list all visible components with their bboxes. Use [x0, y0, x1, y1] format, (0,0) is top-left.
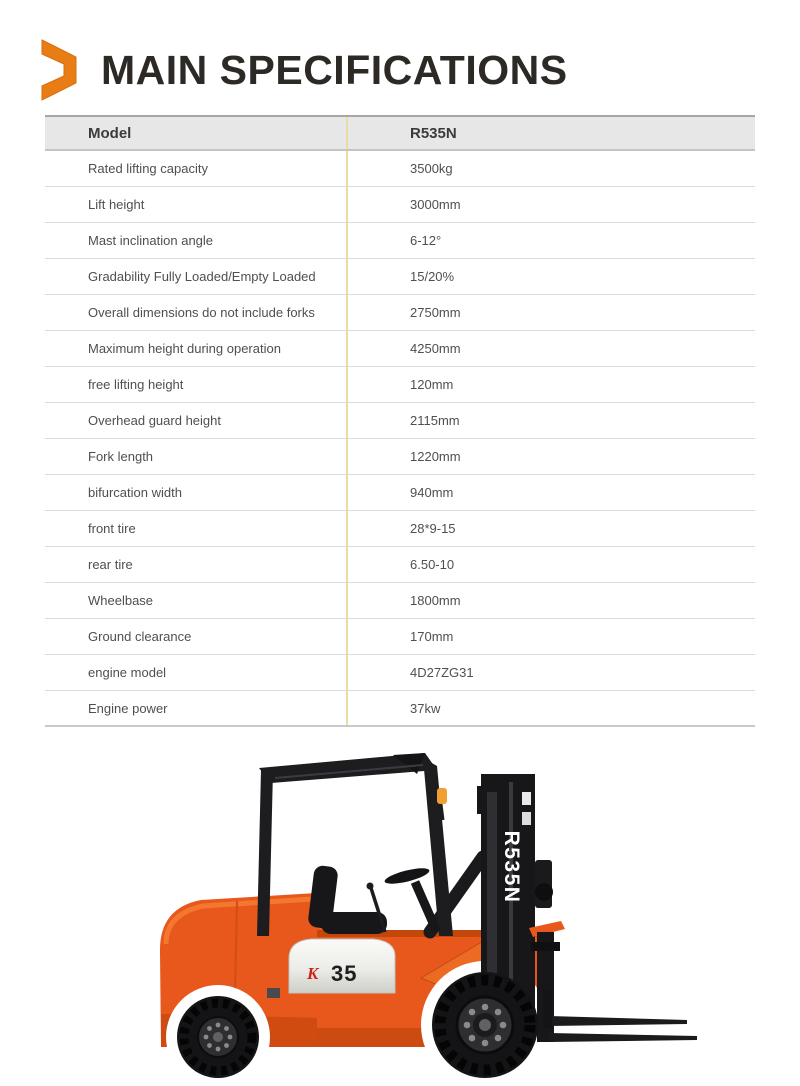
- table-row: [45, 403, 755, 439]
- spec-value: 120mm: [410, 377, 454, 392]
- page-header: [38, 38, 568, 102]
- front-wheel: [432, 972, 538, 1078]
- spec-label: free lifting height: [45, 367, 348, 402]
- spec-label: Ground clearance: [45, 619, 348, 654]
- table-row: [45, 583, 755, 619]
- spec-value: 3000mm: [410, 197, 461, 212]
- spec-table: [45, 115, 755, 727]
- spec-value: 170mm: [410, 629, 454, 644]
- spec-value: 1220mm: [410, 449, 461, 464]
- spec-value: 28*9-15: [410, 521, 456, 536]
- table-row: [45, 439, 755, 475]
- spec-value: 15/20%: [410, 269, 455, 284]
- table-row: [45, 655, 755, 691]
- spec-label: Fork length: [45, 439, 348, 474]
- spec-label: Rated lifting capacity: [45, 151, 348, 186]
- column-header-model: Model: [45, 117, 348, 149]
- spec-label: Mast inclination angle: [45, 223, 348, 258]
- spec-value: 6.50-10: [410, 557, 455, 572]
- spec-label: Engine power: [45, 691, 348, 725]
- spec-value: 4250mm: [410, 341, 461, 356]
- table-row: [45, 223, 755, 259]
- spec-label: rear tire: [45, 547, 348, 582]
- spec-label: bifurcation width: [45, 475, 348, 510]
- table-row: [45, 511, 755, 547]
- spec-label: front tire: [45, 511, 348, 546]
- rear-wheel: [177, 996, 259, 1078]
- hood-model-number: 35: [331, 961, 358, 986]
- spec-label: Overall dimensions do not include forks: [45, 295, 348, 330]
- table-row: [45, 547, 755, 583]
- spec-label: Maximum height during operation: [45, 331, 348, 366]
- table-row: [45, 151, 755, 187]
- forklift-illustration: [85, 742, 700, 1086]
- spec-label: Wheelbase: [45, 583, 348, 618]
- spec-value: 2750mm: [410, 305, 461, 320]
- spec-label: Overhead guard height: [45, 403, 348, 438]
- table-row: [45, 331, 755, 367]
- chevron-bracket-icon: [38, 38, 88, 102]
- table-row: [45, 367, 755, 403]
- table-row: [45, 259, 755, 295]
- brand-mark: K: [307, 964, 319, 983]
- spec-value: 940mm: [410, 485, 454, 500]
- spec-value: 6-12°: [410, 233, 442, 248]
- mast-sticker: [522, 812, 531, 825]
- spec-label: Gradability Fully Loaded/Empty Loaded: [45, 259, 348, 294]
- forklift-forks: [529, 921, 697, 1042]
- table-header-row: [45, 115, 755, 151]
- product-image-forklift: [85, 742, 700, 1086]
- table-row: [45, 295, 755, 331]
- table-row: [45, 619, 755, 655]
- spec-label: engine model: [45, 655, 348, 690]
- spec-label: Lift height: [45, 187, 348, 222]
- column-header-model-value: R535N: [410, 124, 457, 142]
- table-row: [45, 691, 755, 727]
- spec-value: 1800mm: [410, 593, 461, 608]
- engine-cover: [289, 939, 395, 993]
- page-title: MAIN SPECIFICATIONS: [101, 46, 568, 93]
- spec-value: 4D27ZG31: [410, 665, 474, 680]
- table-row: [45, 475, 755, 511]
- spec-value: 37kw: [410, 700, 441, 716]
- spec-value: 3500kg: [410, 161, 453, 176]
- mast-model-label: R535N: [500, 830, 523, 904]
- mast-sticker: [522, 792, 531, 805]
- table-row: [45, 187, 755, 223]
- spec-value: 2115mm: [410, 413, 460, 428]
